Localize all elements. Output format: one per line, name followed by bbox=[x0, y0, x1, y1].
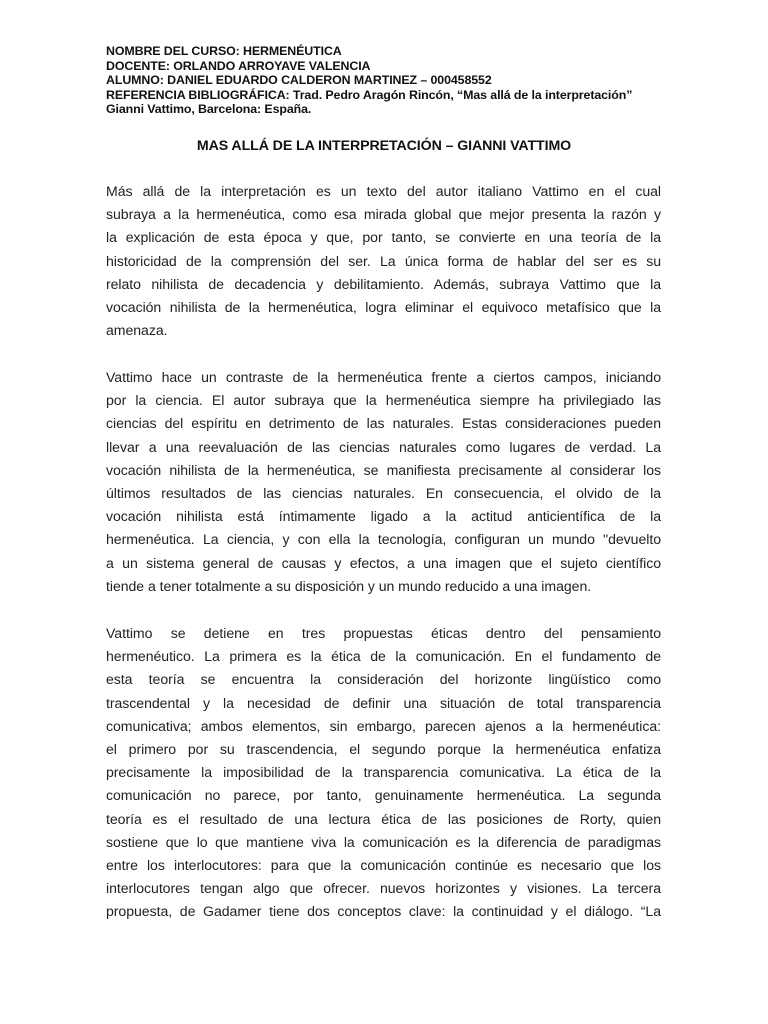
paragraph-line: sostiene que lo que mantiene viva la comunicación es la diferencia de paradigmas bbox=[106, 833, 661, 850]
paragraph-line: ciencias del espíritu en detrimento de las naturales. Estas consideraciones pueden bbox=[106, 415, 661, 432]
paragraph-line: últimos resultados de las ciencias naturales. En consecuencia, el olvido de la bbox=[106, 484, 661, 501]
paragraph-line: comunicación no parece, por tanto, genuinamente hermenéutica. La segunda bbox=[106, 787, 661, 804]
paragraph-line: comunicativa; ambos elementos, sin embargo, parecen ajenos a la hermenéutica: bbox=[106, 717, 661, 734]
paragraph-line: subraya a la hermenéutica, como esa mirada global que mejor presenta la razón y bbox=[106, 206, 661, 223]
paragraph-1 bbox=[106, 180, 661, 342]
course-name-line: NOMBRE DEL CURSO: HERMENÉUTICA bbox=[106, 44, 342, 58]
paragraph-line: relato nihilista de decadencia y debilitamiento. Además, subraya Vattimo que la bbox=[106, 275, 661, 292]
paragraph-line: precisamente la imposibilidad de la transparencia comunicativa. La ética de la bbox=[106, 764, 661, 781]
paragraph-3 bbox=[106, 622, 661, 923]
paragraph-line: la explicación de esta época y que, por tanto, se convierte en una teoría de la bbox=[106, 229, 661, 246]
paragraph-line: Más allá de la interpretación es un texto del autor italiano Vattimo en el cual bbox=[106, 183, 661, 199]
paragraph-line: vocación nihilista de la hermenéutica, se manifiesta precisamente al considerar los bbox=[106, 461, 661, 478]
paragraph-line: vocación nihilista de la hermenéutica, logra eliminar el equivoco metafísico que la bbox=[106, 298, 661, 315]
document-header bbox=[106, 44, 666, 117]
paragraph-2 bbox=[106, 366, 661, 598]
paragraph-line: el primero por su trascendencia, el segundo porque la hermenéutica enfatiza bbox=[106, 740, 661, 757]
paragraph-line: propuesta, de Gadamer tiene dos conceptos clave: la continuidad y el diálogo. “La bbox=[106, 903, 661, 920]
paragraph-line: a un sistema general de causas y efectos, a una imagen que el sujeto científico bbox=[106, 554, 661, 571]
paragraph-line: entre los interlocutores: para que la comunicación continúe es necesario que los bbox=[106, 856, 661, 873]
paragraph-line: por la ciencia. El autor subraya que la hermenéutica siempre ha privilegiado las bbox=[106, 392, 661, 409]
paragraph-line: hermenéutico. La primera es la ética de la comunicación. En el fundamento de bbox=[106, 648, 661, 665]
paragraph-line: hermenéutica. La ciencia, y con ella la tecnología, configuran un mundo "devuelto bbox=[106, 531, 661, 548]
student-line: ALUMNO: DANIEL EDUARDO CALDERON MARTINEZ – 000458552 bbox=[106, 73, 492, 88]
reference-line: REFERENCIA BIBLIOGRÁFICA: Trad. Pedro Aragón Rincón, “Mas allá de la interpretación” bbox=[106, 87, 633, 102]
paragraph-line: interlocutores tengan algo que ofrecer. nuevos horizontes y visiones. La tercera bbox=[106, 880, 661, 897]
reference-line-continued: Gianni Vattimo, Barcelona: España. bbox=[106, 102, 312, 117]
paragraph-line: teoría es el resultado de una lectura ética de las posiciones de Rorty, quien bbox=[106, 810, 661, 827]
document-title: MAS ALLÁ DE LA INTERPRETACIÓN – GIANNI VATTIMO bbox=[196, 138, 572, 154]
teacher-line: DOCENTE: ORLANDO ARROYAVE VALENCIA bbox=[106, 58, 371, 73]
paragraph-line: llevar a una reevaluación de las ciencias naturales como lugares de verdad. La bbox=[106, 438, 661, 455]
paragraph-line: tiende a tener totalmente a su disposición y un mundo reducido a una imagen. bbox=[106, 577, 592, 594]
paragraph-line: historicidad de la comprensión del ser. La única forma de hablar del ser es su bbox=[106, 252, 661, 269]
paragraph-line: amenaza. bbox=[106, 322, 168, 339]
paragraph-line: esta teoría se encuentra la consideración del horizonte lingüístico como bbox=[106, 671, 661, 688]
paragraph-line: Vattimo hace un contraste de la hermenéutica frente a ciertos campos, iniciando bbox=[106, 369, 661, 385]
paragraph-line: vocación nihilista está íntimamente ligado a la actitud anticientífica de la bbox=[106, 508, 661, 525]
paragraph-line: Vattimo se detiene en tres propuestas éticas dentro del pensamiento bbox=[106, 625, 661, 641]
paragraph-line: trascendental y la necesidad de definir una situación de total transparencia bbox=[106, 694, 661, 711]
